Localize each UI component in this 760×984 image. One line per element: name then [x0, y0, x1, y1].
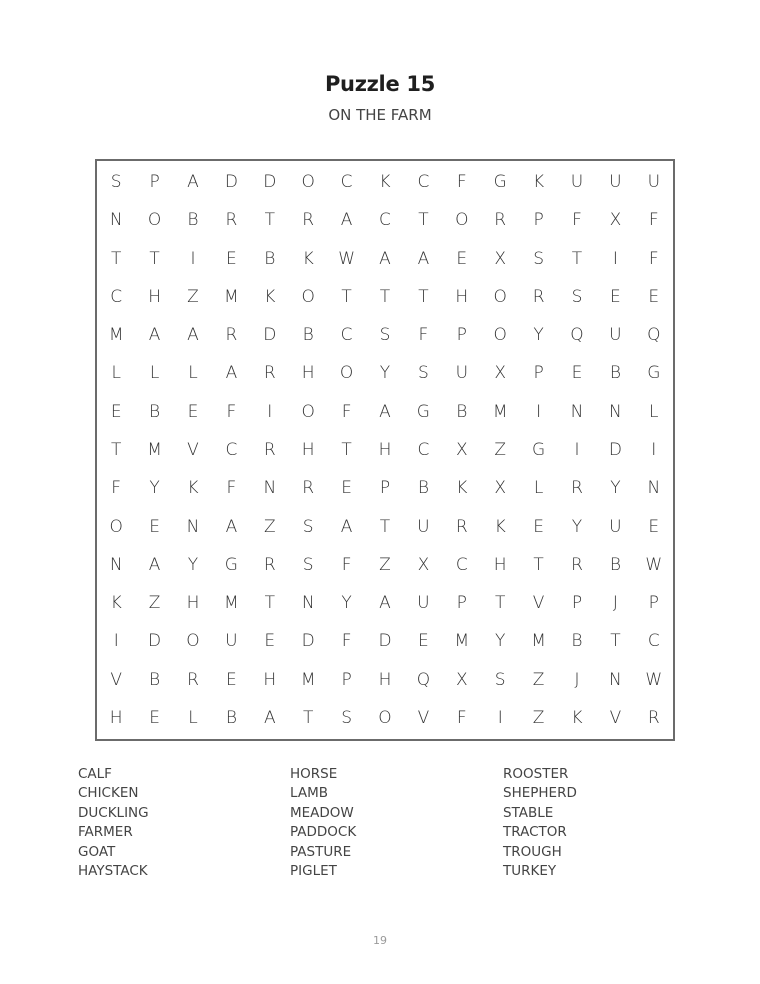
grid-cell: E [648, 516, 660, 537]
grid-cell: D [378, 631, 392, 652]
grid-cell: E [226, 669, 237, 690]
grid-cell: F [111, 478, 122, 499]
grid-cell: K [110, 593, 122, 614]
grid-cell: T [533, 554, 544, 575]
grid-cell: R [532, 286, 545, 307]
grid-cell: I [651, 439, 657, 460]
grid-cell: O [186, 631, 200, 652]
grid-cell: G [647, 363, 661, 384]
grid-cell: H [378, 439, 392, 460]
grid-cell: S [571, 286, 583, 307]
grid-cell: E [571, 363, 583, 384]
grid-cell: F [572, 210, 582, 231]
grid-cell: M [108, 325, 124, 346]
grid-cell: R [225, 325, 238, 346]
grid-cell: F [648, 210, 659, 231]
grid-cell: C [379, 210, 391, 231]
grid-cell: K [264, 286, 276, 307]
grid-cell: F [226, 478, 237, 499]
word-list-item: HORSE [290, 766, 338, 782]
grid-cell: S [417, 363, 429, 384]
grid-cell: E [533, 516, 544, 537]
word-list-item: PASTURE [290, 843, 352, 860]
grid-cell: A [148, 325, 161, 346]
word-list-item: DUCKLING [78, 804, 149, 821]
grid-cell: X [494, 478, 507, 499]
grid-cell: N [186, 516, 200, 537]
grid-cell: F [456, 707, 467, 728]
grid-cell: U [225, 631, 238, 652]
grid-cell: G [416, 401, 430, 422]
grid-cell: L [111, 363, 121, 384]
grid-cell: D [608, 439, 622, 460]
grid-cell: B [456, 401, 468, 422]
grid-cell: T [418, 286, 429, 307]
grid-cell: O [147, 210, 162, 231]
grid-cell: Q [647, 325, 661, 346]
word-list-item: PADDOCK [290, 824, 357, 841]
grid-cell: A [340, 516, 353, 537]
grid-cell: T [264, 593, 275, 614]
grid-cell: I [536, 401, 542, 422]
grid-cell: B [609, 363, 621, 384]
grid-cell: J [612, 593, 618, 614]
grid-cell: C [110, 286, 123, 307]
grid-cell: S [379, 325, 391, 346]
grid-cell: H [378, 669, 392, 690]
grid-cell: F [341, 554, 352, 575]
grid-cell: G [224, 554, 238, 575]
grid-cell: X [455, 439, 468, 460]
puzzle-subtitle: ON THE FARM [328, 106, 432, 124]
grid-cell: R [302, 210, 315, 231]
grid-cell: L [188, 363, 198, 384]
grid-cell: Y [610, 478, 621, 499]
word-list-column-2 [290, 765, 470, 881]
grid-cell: T [379, 286, 391, 307]
grid-cell: T [111, 439, 122, 460]
grid-cell: T [495, 593, 506, 614]
grid-cell: A [187, 325, 199, 346]
grid-cell: T [341, 286, 352, 307]
grid-cell: N [647, 478, 661, 499]
grid-cell: R [263, 363, 276, 384]
letter-grid [95, 159, 675, 741]
grid-cell: C [417, 439, 430, 460]
grid-cell: F [418, 325, 429, 346]
grid-cell: O [339, 363, 354, 384]
grid-cell: Z [379, 554, 391, 575]
grid-cell: L [649, 401, 659, 422]
grid-cell: V [110, 669, 123, 690]
grid-cell: I [113, 631, 119, 652]
grid-cell: H [148, 286, 161, 307]
grid-cell: U [609, 516, 622, 537]
grid-cell: B [417, 478, 429, 499]
grid-cell: A [225, 363, 238, 384]
grid-cell: C [417, 172, 430, 193]
grid-cell: S [110, 172, 122, 193]
grid-cell: Z [187, 286, 199, 307]
grid-cell: R [263, 554, 276, 575]
grid-cell: E [648, 286, 660, 307]
grid-cell: E [149, 516, 160, 537]
word-list-item: CALF [78, 766, 112, 782]
grid-cell: B [571, 631, 583, 652]
grid-cell: N [109, 210, 123, 231]
grid-cell: T [341, 439, 352, 460]
grid-cell: R [225, 210, 238, 231]
grid-cell: B [302, 325, 314, 346]
grid-cell: Z [532, 707, 545, 728]
grid-cell: A [148, 554, 161, 575]
word-list-item: FARMER [78, 824, 133, 841]
grid-cell: L [149, 363, 160, 384]
grid-cell: U [647, 172, 661, 193]
grid-cell: O [455, 210, 469, 231]
grid-cell: T [303, 707, 314, 728]
grid-cell: T [264, 210, 275, 231]
grid-cell: G [532, 439, 546, 460]
grid-cell: E [226, 248, 237, 269]
grid-cell: K [302, 248, 314, 269]
grid-cell: S [533, 248, 544, 269]
grid-cell: T [610, 631, 621, 652]
grid-cell: R [494, 210, 507, 231]
grid-cell: V [532, 593, 545, 614]
grid-cell: A [340, 210, 353, 231]
grid-cell: N [609, 669, 622, 690]
grid-cell: W [645, 554, 663, 575]
grid-cell: Y [149, 478, 160, 499]
grid-cell: X [455, 669, 468, 690]
grid-cell: D [224, 172, 238, 193]
grid-cell: E [610, 286, 621, 307]
grid-cell: U [417, 516, 430, 537]
grid-cell: P [571, 593, 583, 614]
grid-cell: M [531, 631, 546, 652]
grid-cell: H [186, 593, 200, 614]
grid-cell: B [609, 554, 621, 575]
grid-cell: W [338, 248, 355, 269]
grid-cell: N [263, 478, 277, 499]
grid-cell: R [455, 516, 468, 537]
grid-cell: L [188, 707, 198, 728]
grid-cell: R [263, 439, 276, 460]
page-number: 19 [373, 934, 387, 947]
grid-cell: D [263, 172, 277, 193]
grid-cell: M [492, 401, 508, 422]
grid-cell: O [493, 325, 507, 346]
grid-cell: H [109, 707, 123, 728]
grid-cell: K [379, 172, 391, 193]
grid-cell: P [341, 669, 352, 690]
grid-cell: N [301, 593, 315, 614]
grid-cell: Y [379, 363, 391, 384]
word-list-item: PIGLET [290, 862, 337, 879]
word-list-item: ROOSTER [503, 766, 569, 782]
grid-cell: K [494, 516, 506, 537]
grid-cell: F [456, 172, 467, 193]
grid-cell: B [187, 210, 199, 231]
grid-cell: M [147, 439, 162, 460]
grid-cell: U [609, 172, 622, 193]
grid-cell: A [225, 516, 238, 537]
grid-cell: H [301, 363, 315, 384]
grid-cell: M [300, 669, 316, 690]
grid-cell: F [648, 248, 659, 269]
grid-cell: H [493, 554, 507, 575]
grid-cell: O [109, 516, 123, 537]
word-list-column-1 [78, 765, 258, 881]
grid-cell: B [225, 707, 237, 728]
grid-cell: P [533, 363, 544, 384]
grid-cell: A [379, 401, 391, 422]
grid-cell: V [417, 707, 430, 728]
grid-cell: E [341, 478, 352, 499]
grid-cell: R [571, 554, 583, 575]
grid-cell: N [109, 554, 123, 575]
grid-cell: X [609, 210, 622, 231]
grid-cell: H [263, 669, 277, 690]
grid-cell: R [571, 478, 583, 499]
grid-cell: T [149, 248, 160, 269]
grid-cell: E [187, 401, 199, 422]
grid-cell: A [417, 248, 430, 269]
grid-cell: Q [416, 669, 431, 690]
grid-cell: Y [533, 325, 544, 346]
grid-cell: E [456, 248, 468, 269]
grid-cell: Y [571, 516, 583, 537]
grid-cell: Z [494, 439, 507, 460]
grid-cell: Y [187, 554, 199, 575]
grid-cell: S [302, 516, 314, 537]
grid-cell: N [570, 401, 584, 422]
grid-cell: O [493, 286, 507, 307]
grid-cell: S [341, 707, 352, 728]
grid-cell: P [456, 325, 467, 346]
grid-cell: U [417, 593, 430, 614]
grid-cell: G [493, 172, 507, 193]
grid-cell: B [149, 669, 161, 690]
grid-cell: U [570, 172, 584, 193]
grid-cell: K [456, 478, 468, 499]
grid-cell: Q [570, 325, 584, 346]
grid-cell: O [301, 172, 315, 193]
grid-cell: A [263, 707, 276, 728]
grid-cell: A [379, 248, 391, 269]
grid-cell: F [341, 401, 352, 422]
grid-cell: O [301, 286, 315, 307]
grid-cell: R [302, 478, 315, 499]
word-list-item: HAYSTACK [78, 862, 148, 879]
grid-cell: A [379, 593, 391, 614]
grid-cell: X [494, 248, 507, 269]
grid-cell: T [571, 248, 583, 269]
word-list-item: STABLE [503, 804, 554, 821]
grid-cell: A [187, 172, 199, 193]
grid-cell: I [267, 401, 273, 422]
word-list-column-3 [503, 765, 683, 881]
grid-cell: Z [532, 669, 545, 690]
grid-cell: F [341, 631, 352, 652]
grid-cell: X [417, 554, 430, 575]
grid-cell: E [110, 401, 122, 422]
word-list-item: GOAT [78, 843, 116, 860]
grid-cell: E [418, 631, 429, 652]
grid-cell: M [454, 631, 470, 652]
word-list-item: TROUGH [503, 843, 562, 860]
grid-cell: D [301, 631, 315, 652]
grid-cell: R [187, 669, 199, 690]
grid-cell: Z [263, 516, 276, 537]
grid-cell: Z [148, 593, 161, 614]
grid-cell: B [149, 401, 161, 422]
grid-cell: U [455, 363, 469, 384]
grid-cell: P [379, 478, 391, 499]
word-list-item: TRACTOR [503, 824, 567, 841]
grid-cell: C [647, 631, 660, 652]
grid-cell: K [187, 478, 199, 499]
grid-cell: S [302, 554, 314, 575]
grid-cell: J [574, 669, 580, 690]
grid-cell: I [612, 248, 618, 269]
grid-cell: E [264, 631, 276, 652]
grid-cell: P [648, 593, 659, 614]
grid-cell: O [378, 707, 392, 728]
grid-cell: P [456, 593, 467, 614]
grid-cell: C [340, 325, 353, 346]
grid-cell: I [574, 439, 580, 460]
grid-cell: I [190, 248, 196, 269]
grid-cell: M [224, 286, 239, 307]
grid-cell: D [263, 325, 277, 346]
grid-cell: K [533, 172, 545, 193]
grid-cell: F [226, 401, 237, 422]
grid-cell: H [455, 286, 469, 307]
word-list-item: LAMB [290, 785, 328, 802]
grid-cell: K [571, 707, 583, 728]
grid-cell: Y [341, 593, 352, 614]
grid-cell: W [645, 669, 663, 690]
grid-cell: D [148, 631, 162, 652]
grid-cell: T [379, 516, 391, 537]
grid-cell: O [301, 401, 315, 422]
grid-cell: E [149, 707, 160, 728]
grid-cell: L [533, 478, 544, 499]
word-list-item: SHEPHERD [503, 785, 577, 802]
word-list-item: CHICKEN [78, 785, 139, 802]
grid-cell: S [494, 669, 506, 690]
grid-cell: V [187, 439, 199, 460]
word-list-item: MEADOW [290, 804, 354, 821]
grid-cell: T [418, 210, 429, 231]
grid-cell: U [609, 325, 622, 346]
grid-cell: P [149, 172, 160, 193]
grid-cell: P [533, 210, 544, 231]
grid-cell: H [301, 439, 315, 460]
grid-cell: N [609, 401, 622, 422]
grid-cell: X [494, 363, 507, 384]
grid-cell: M [224, 593, 239, 614]
grid-cell: C [455, 554, 468, 575]
grid-cell: I [497, 707, 503, 728]
grid-cell: C [225, 439, 238, 460]
word-list-item: TURKEY [503, 862, 557, 879]
puzzle-title: Puzzle 15 [324, 72, 436, 96]
grid-cell: B [264, 248, 276, 269]
grid-cell: C [340, 172, 353, 193]
grid-cell: R [647, 707, 660, 728]
grid-cell: V [609, 707, 622, 728]
grid-cell: T [111, 248, 122, 269]
grid-cell: Y [495, 631, 506, 652]
